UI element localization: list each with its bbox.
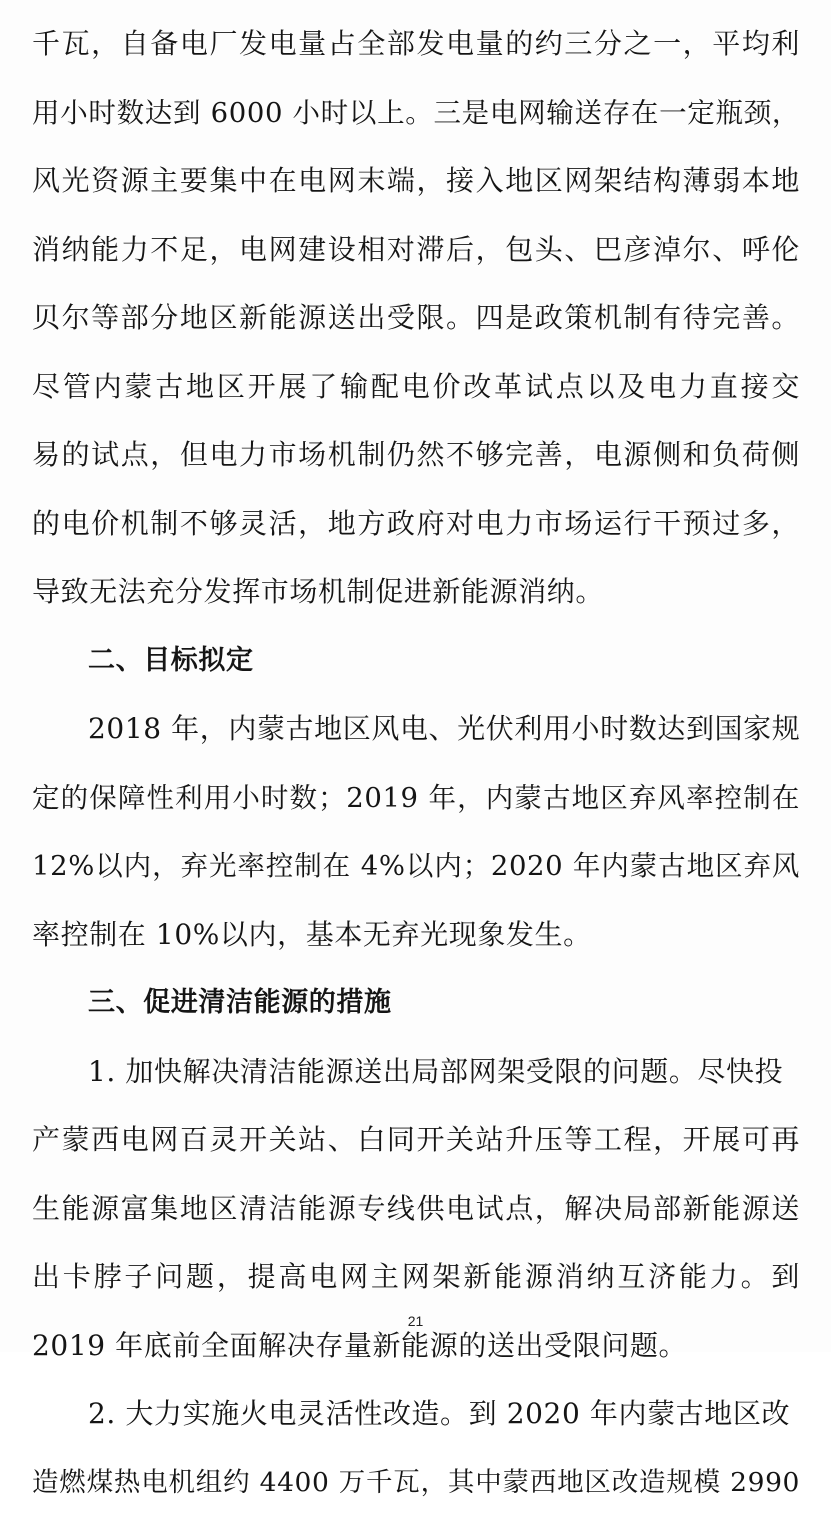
- text-line: 用小时数达到 6000 小时以上。三是电网输送存在一定瓶颈，: [32, 79, 800, 148]
- text-line: 造燃煤热电机组约 4400 万千瓦，其中蒙西地区改造规模 2990: [32, 1449, 800, 1517]
- section-heading: 二、目标拟定: [32, 627, 800, 696]
- text-line: 易的试点，但电力市场机制仍然不够完善，电源侧和负荷侧: [32, 421, 800, 490]
- text-line: 2018 年，内蒙古地区风电、光伏利用小时数达到国家规: [32, 695, 800, 764]
- body-text: [32, 10, 800, 1517]
- text-line: 12%以内，弃光率控制在 4%以内；2020 年内蒙古地区弃风: [32, 832, 800, 901]
- text-line: 风光资源主要集中在电网末端，接入地区网架结构薄弱本地: [32, 147, 800, 216]
- text-line: 消纳能力不足，电网建设相对滞后，包头、巴彦淖尔、呼伦: [32, 216, 800, 285]
- text-line: 的电价机制不够灵活，地方政府对电力市场运行干预过多，: [32, 490, 800, 559]
- text-line: 定的保障性利用小时数；2019 年，内蒙古地区弃风率控制在: [32, 764, 800, 833]
- page-number: 21: [0, 1313, 831, 1329]
- text-line: 产蒙西电网百灵开关站、白同开关站升压等工程，开展可再: [32, 1106, 800, 1175]
- text-line: 2. 大力实施火电灵活性改造。到 2020 年内蒙古地区改: [32, 1380, 800, 1449]
- section-heading: 三、促进清洁能源的措施: [32, 969, 800, 1038]
- text-line: 尽管内蒙古地区开展了输配电价改革试点以及电力直接交: [32, 353, 800, 422]
- text-line: 贝尔等部分地区新能源送出受限。四是政策机制有待完善。: [32, 284, 800, 353]
- text-line: 生能源富集地区清洁能源专线供电试点，解决局部新能源送: [32, 1175, 800, 1244]
- text-line: 2019 年底前全面解决存量新能源的送出受限问题。: [32, 1312, 800, 1381]
- text-line: 率控制在 10%以内，基本无弃光现象发生。: [32, 901, 800, 970]
- text-line: 导致无法充分发挥市场机制促进新能源消纳。: [32, 558, 800, 627]
- text-line: 出卡脖子问题，提高电网主网架新能源消纳互济能力。到: [32, 1243, 800, 1312]
- text-line: 千瓦，自备电厂发电量占全部发电量的约三分之一，平均利: [32, 10, 800, 79]
- text-line: 1. 加快解决清洁能源送出局部网架受限的问题。尽快投: [32, 1038, 800, 1107]
